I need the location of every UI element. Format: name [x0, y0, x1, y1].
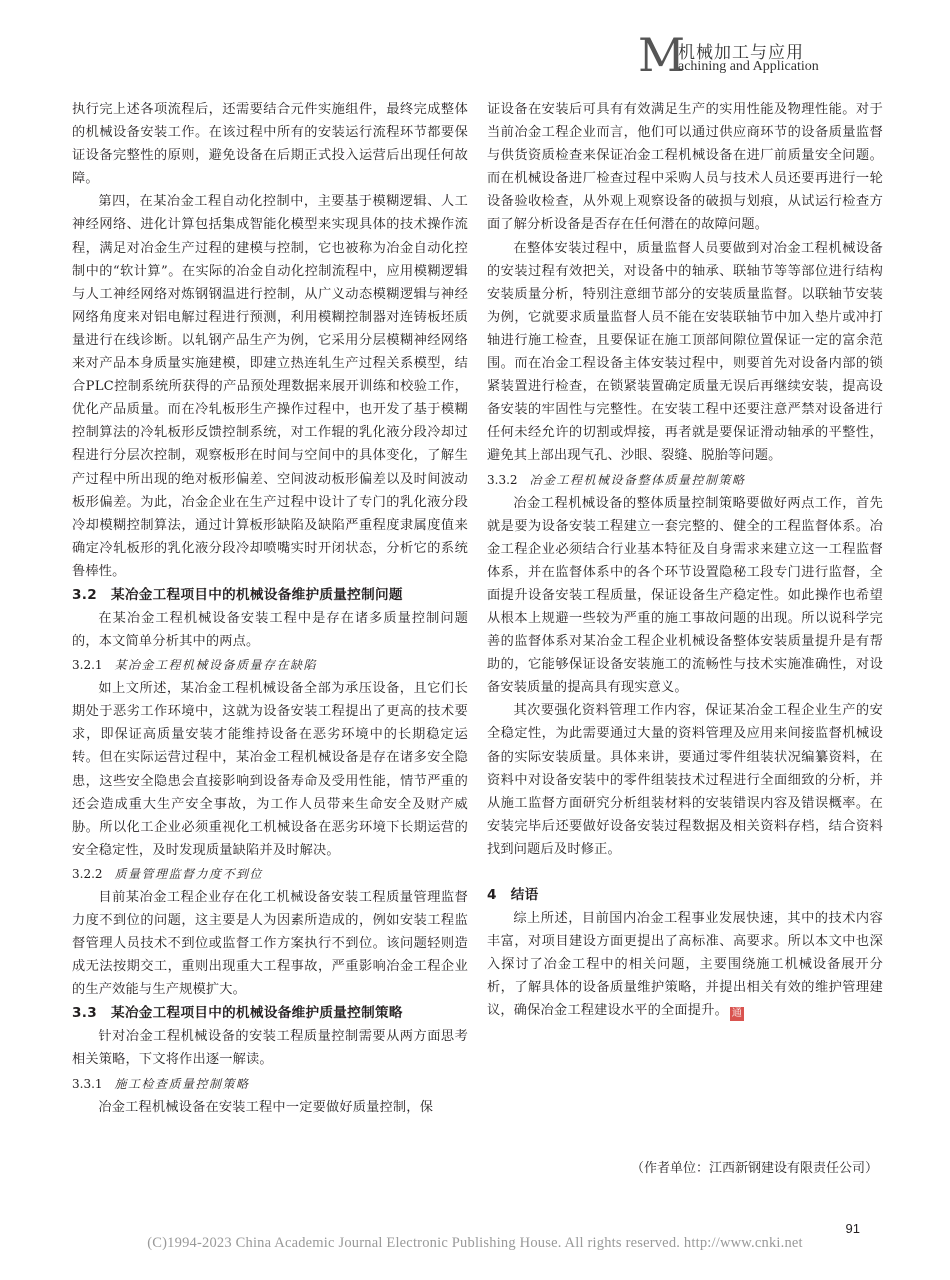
section-title: 施工检查质量控制策略 — [114, 1076, 250, 1091]
paragraph — [72, 1096, 468, 1119]
section-number: 4 — [487, 887, 497, 903]
section-title: 质量管理监督力度不到位 — [114, 866, 264, 881]
paragraph-text: 在某冶金工程机械设备安装工程中是存在诸多质量控制问题的，本文简单分析其中的两点。 — [72, 610, 468, 650]
section-title: 冶金工程机械设备整体质量控制策略 — [529, 472, 746, 487]
section-number: 3.2.2 — [72, 866, 103, 881]
journal-title-en: achining and Application — [678, 59, 819, 74]
section-heading — [72, 1001, 468, 1025]
subsection-heading — [72, 1072, 468, 1096]
paragraph — [72, 1025, 468, 1071]
subsection-heading — [72, 862, 468, 886]
section-number: 3.3 — [72, 1005, 97, 1022]
paragraph-text: 在整体安装过程中，质量监督人员要做到对冶金工程机械设备的安装过程有效把关，对设备中的轴承、联轴节等等部位进行结构安装质量分析，特别注意细节部分的安装质量监督。以联轴节安装为例，它就要求质量监督人员不能在安装联轴节中加入垫片或冲打轴进行施工检查，且要保证在施工顶部间隙位置保证一定的富余范围。而在冶金工程设备主体安装过程中，则要首先对设备内部的锁紧装置进行检查，在锁紧装置确定质量无误后再继续安装，提高设备安装的牢固性与完整性。在安装工程中还要注意严禁对设备进行任何未经允许的切割或焊接，再者就是要保证滑动轴承的平整性，避免其上部出现气孔、沙眼、裂缝、脱胎等问题。 — [487, 240, 883, 464]
section-heading — [487, 883, 883, 907]
section-heading — [72, 583, 468, 607]
section-title: 某冶金工程机械设备质量存在缺陷 — [114, 658, 318, 673]
section-gap — [487, 861, 883, 883]
paragraph — [72, 886, 468, 1001]
paragraph-text: 如上文所述，某冶金工程机械设备全部为承压设备，且它们长期处于恶劣工作环境中，这就为设备安装工程提出了更高的技术要求，即保证高质量安装才能维持设备在恶劣环境中的长期稳定运转。但在实际运营过程中，某冶金工程机械设备是存在诸多安全隐患，这些安全隐患会直接影响到设备寿命及受用性能，情节严重的还会造成重大生产安全事故，为工作人员带来生命安全及财产威胁。所以化工企业必须重视化工机械设备在恶劣环境下长期运营的安全稳定性，及时发现质量缺陷并及时解决。 — [72, 681, 468, 858]
paragraph — [487, 98, 883, 237]
section-number: 3.3.1 — [72, 1076, 103, 1091]
copyright-footer: (C)1994-2023 China Academic Journal Electronic Publishing House. All rights reserved. http://www.cnki.net — [147, 1235, 803, 1251]
paragraph — [72, 677, 468, 862]
paragraph-text: 执行完上述各项流程后，还需要结合元件实施组件，最终完成整体的机械设备安装工作。在该过程中所有的安装运行流程环节都要保证设备完整性的原则，避免设备在后期正式投入运营后出现任何故障。 — [72, 102, 468, 187]
journal-logo-letter: M — [638, 28, 686, 82]
section-number: 3.3.2 — [487, 472, 518, 487]
section-number: 3.2 — [72, 586, 97, 603]
paragraph — [72, 607, 468, 653]
right-column — [487, 98, 883, 1022]
page-number: 91 — [845, 1221, 860, 1236]
journal-title-cn: 机械加工与应用 — [678, 43, 804, 63]
paragraph — [72, 190, 468, 583]
paragraph-text: 证设备在安装后可具有有效满足生产的实用性能及物理性能。对于当前冶金工程企业而言，他们可以通过供应商环节的设备质量监督与供货资质检查来保证冶金工程机械设备在进厂前质量安全问题。而在机械设备进厂检查过程中采购人员与技术人员还要再进行一轮设备验收检查，从外观上观察设备的破损与划痕，从试运行检查方面了解分析设备是否存在任何潜在的故障问题。 — [487, 102, 883, 233]
subsection-heading — [72, 653, 468, 677]
paragraph-text: 综上所述，目前国内冶金工程事业发展快速，其中的技术内容丰富，对项目建设方面更提出了高标准、高要求。所以本文中也深入探讨了冶金工程中的相关问题，主要围绕施工机械设备展开分析，了解具体的设备质量维护策略，并提出相关有效的维护管理建议，确保冶金工程建设水平的全面提升。 — [487, 911, 883, 1019]
section-title: 结语 — [510, 887, 539, 903]
paragraph — [72, 98, 468, 190]
paragraph-text: 其次要强化资料管理工作内容，保证某冶金工程企业生产的安全稳定性，为此需要通过大量的资料管理及应用来间接监督机械设备的实际安装质量。具体来讲，要通过零件组装状况编纂资料，在资料中对设备安装中的零件组装技术过程进行全面细致的分析，并从施工监督方面研究分析组装材料的安装错误内容及错误概率。在安装完毕后还要做好设备安装过程数据及相关资料存档，结合资料找到问题后及时修正。 — [487, 703, 883, 857]
section-title: 某冶金工程项目中的机械设备维护质量控制问题 — [110, 586, 403, 603]
journal-header — [638, 28, 878, 82]
paragraph — [487, 699, 883, 861]
paragraph — [487, 907, 883, 1022]
section-number: 3.2.1 — [72, 658, 103, 673]
article-end-mark: 通 — [731, 1008, 743, 1020]
paragraph-text: 冶金工程机械设备在安装工程中一定要做好质量控制，保 — [98, 1099, 434, 1115]
paragraph-text: 第四，在某冶金工程自动化控制中，主要基于模糊逻辑、人工神经网络、进化计算包括集成智能化模型来实现具体的技术操作流程，满足对冶金生产过程的建模与控制，它也被称为冶金自动化控制中的“软计算”。在实际的冶金自动化控制流程中，应用模糊逻辑与人工神经网络对炼钢钢温进行控制，从广义动态模糊逻辑与神经网络角度来对铝电解过程进行预测，利用模糊控制器对连铸板坯质量进行在线诊断。以轧钢产品生产为例，它采用分层模糊神经网络来对产品本身质量实施建模，即建立热连轧生产过程关系模型，结合PLC控制系统所获得的产品预处理数据来展开训练和校验工作，优化产品质量。而在冷轧板形生产操作过程中，也开发了基于模糊控制算法的冷轧板形反馈控制系统，对工作辊的乳化液分段冷却过程进行分层次控制，观察板形在时间与空间中的具体变化，了解生产过程中所出现的绝对板形偏差、空间波动板形偏差以及时间波动板形偏差。为此，冶金企业在生产过程中设计了专门的乳化液分段冷却模糊控制算法，通过计算板形缺陷及缺陷严重程度隶属度值来确定冷轧板形的乳化液分段冷却喷嘴实时开闭状态，分析它的系统鲁棒性。 — [72, 194, 468, 579]
subsection-heading — [487, 468, 883, 492]
section-title: 某冶金工程项目中的机械设备维护质量控制策略 — [110, 1005, 403, 1022]
paragraph-text: 目前某冶金工程企业存在化工机械设备安装工程质量管理监督力度不到位的问题，这主要是人为因素所造成的，例如安装工程监督管理人员技术不到位或监督工作方案执行不到位。该问题轻则造成无法按期交工，重则出现重大工程事故，严重影响冶金工程企业的生产效能与生产规模扩大。 — [72, 889, 468, 998]
paragraph-text: 针对冶金工程机械设备的安装工程质量控制需要从两方面思考相关策略，下文将作出逐一解读。 — [72, 1029, 468, 1068]
paragraph — [487, 237, 883, 468]
left-column — [72, 98, 468, 1119]
paragraph — [487, 492, 883, 700]
paragraph-text: 冶金工程机械设备的整体质量控制策略要做好两点工作，首先就是要为设备安装工程建立一套完整的、健全的工程监督体系。冶金工程企业必须结合行业基本特征及自身需求来建立这一工程监督体系，并在监督体系中的各个环节设置隐秘工段专门进行监督，全面提升设备安装工程质量，保证设备生产稳定性。如此操作也希望从根本上规避一些较为严重的施工事故问题的出现。所以说科学完善的监督体系对某冶金工程企业机械设备整体安装质量提升是有帮助的，它能够保证设备安装施工的流畅性与技术实施准确性，对设备安装质量的提高具有现实意义。 — [487, 495, 883, 696]
author-affiliation: （作者单位：江西新钢建设有限责任公司） — [630, 1161, 878, 1176]
